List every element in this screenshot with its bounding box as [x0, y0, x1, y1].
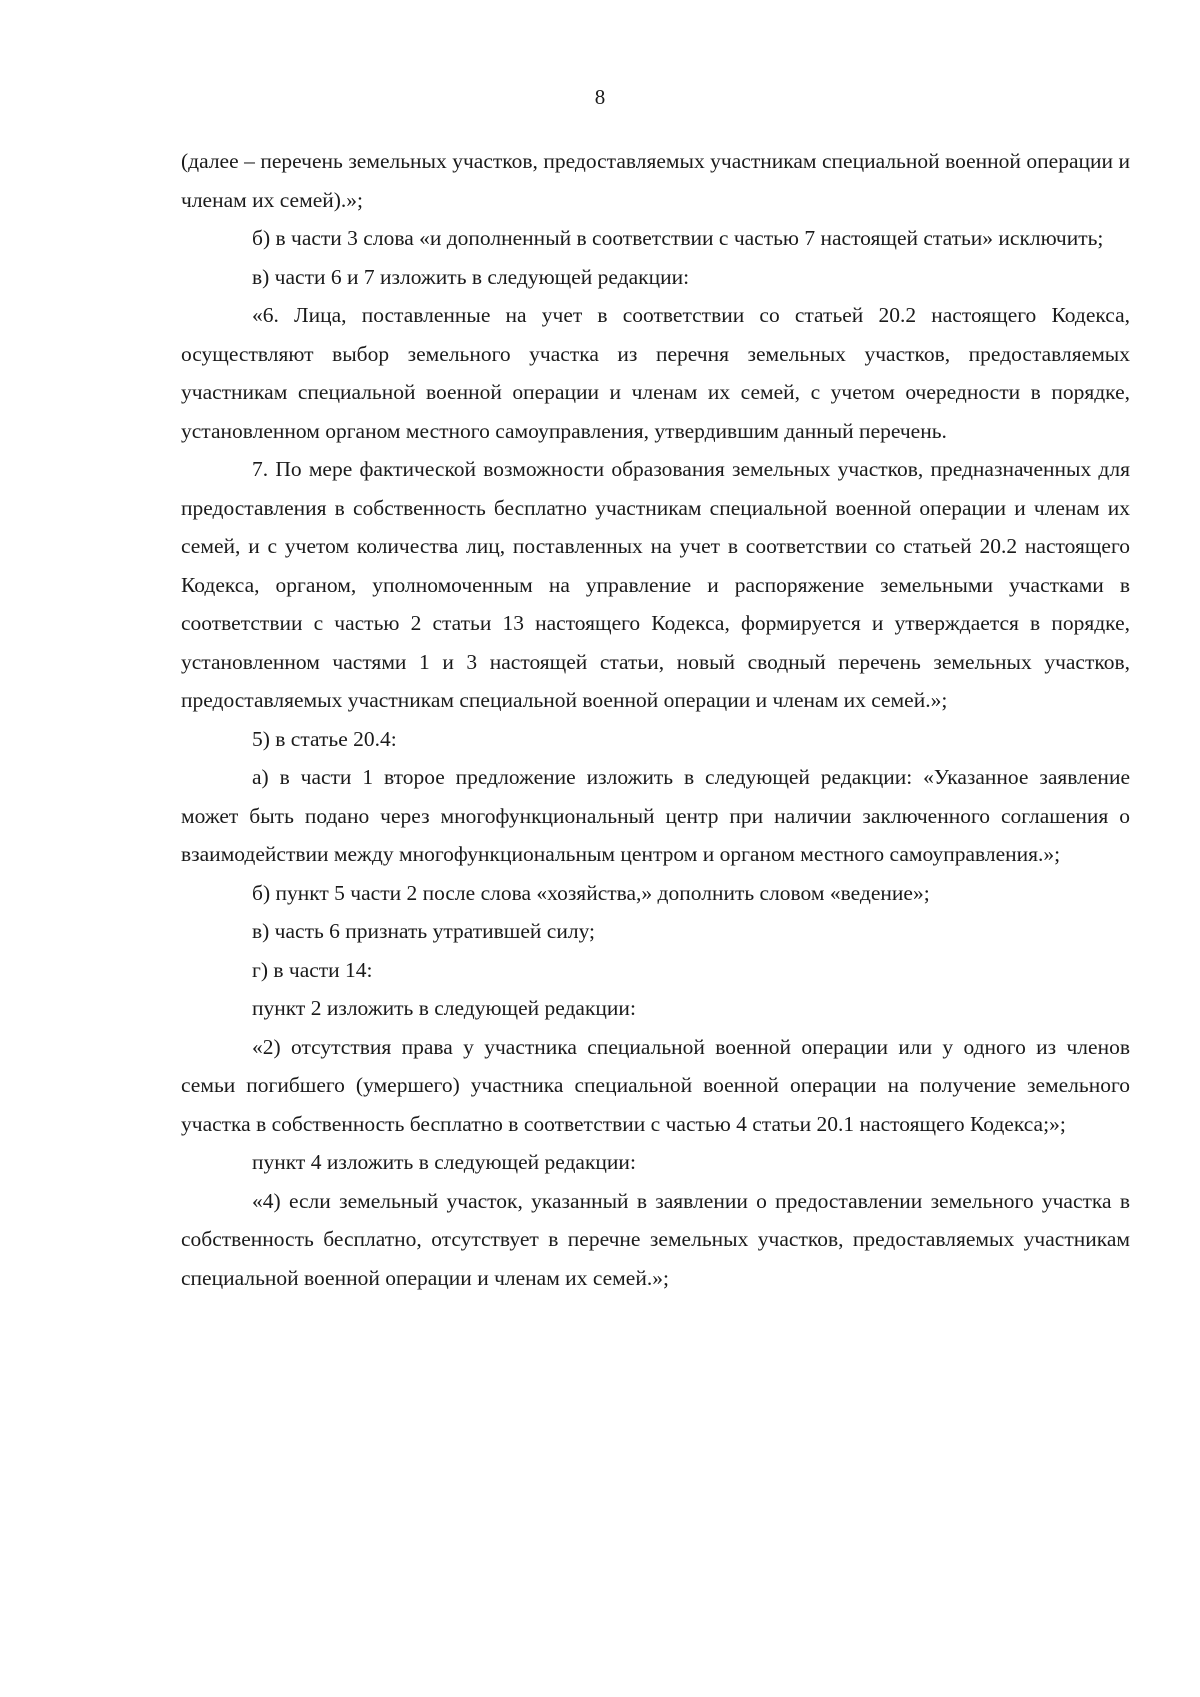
paragraph: г) в части 14:: [252, 957, 373, 982]
paragraph: 7. По мере фактической возможности образования земельных участков, предназначенных для предоставления в собственность бесплатно участникам специальной военной операции и членам их семей, и с учетом количества лиц, поставленных на учет в соответствии со статьей 20.2 настоящего Кодекса, органом, уполномоченным на управление и распоряжение земельными участками в соответствии с частью 2 статьи 13 настоящего Кодекса, формируется и утверждается в порядке, установленном частями 1 и 3 настоящей статьи, новый сводный перечень земельных участков, предоставляемых участникам специальной военной операции и членам их семей.»;: [181, 457, 1130, 712]
document-body: [181, 142, 1130, 1297]
paragraph: пункт 2 изложить в следующей редакции:: [252, 996, 636, 1020]
paragraph: 5) в статье 20.4:: [252, 726, 397, 751]
paragraph: б) в части 3 слова «и дополненный в соответствии с частью 7 настоящей статьи» исключить;: [252, 226, 1104, 250]
paragraph: пункт 4 изложить в следующей редакции:: [252, 1150, 636, 1174]
paragraph: «2) отсутствия права у участника специальной военной операции или у одного из членов семьи погибшего (умершего) участника специальной военной операции на получение земельного участка в собственность бесплатно в соответствии с частью 4 статьи 20.1 настоящего Кодекса;»;: [181, 1034, 1130, 1136]
paragraph: а) в части 1 второе предложение изложить в следующей редакции: «Указанное заявление может быть подано через многофункциональный центр при наличии заключенного соглашения о взаимодействии между многофункциональным центром и органом местного самоуправления.»;: [181, 765, 1130, 866]
paragraph: в) часть 6 признать утратившей силу;: [252, 919, 596, 943]
paragraph: «4) если земельный участок, указанный в заявлении о предоставлении земельного участка в собственность бесплатно, отсутствует в перечне земельных участков, предоставляемых участникам специальной военной операции и членам их семей.»;: [181, 1188, 1130, 1290]
paragraph: в) части 6 и 7 изложить в следующей редакции:: [252, 264, 690, 289]
paragraph: «6. Лица, поставленные на учет в соответствии со статьей 20.2 настоящего Кодекса, осуществляют выбор земельного участка из перечня земельных участков, предоставляемых участникам специальной военной операции и членам их семей, с учетом очередности в порядке, установленном органом местного самоуправления, утвердившим данный перечень.: [181, 303, 1130, 443]
paragraph: (далее – перечень земельных участков, предоставляемых участникам специальной военной операции и членам их семей).»;: [181, 149, 1130, 212]
paragraph: б) пункт 5 части 2 после слова «хозяйства,» дополнить словом «ведение»;: [252, 880, 930, 905]
page-number: 8: [594, 85, 606, 109]
